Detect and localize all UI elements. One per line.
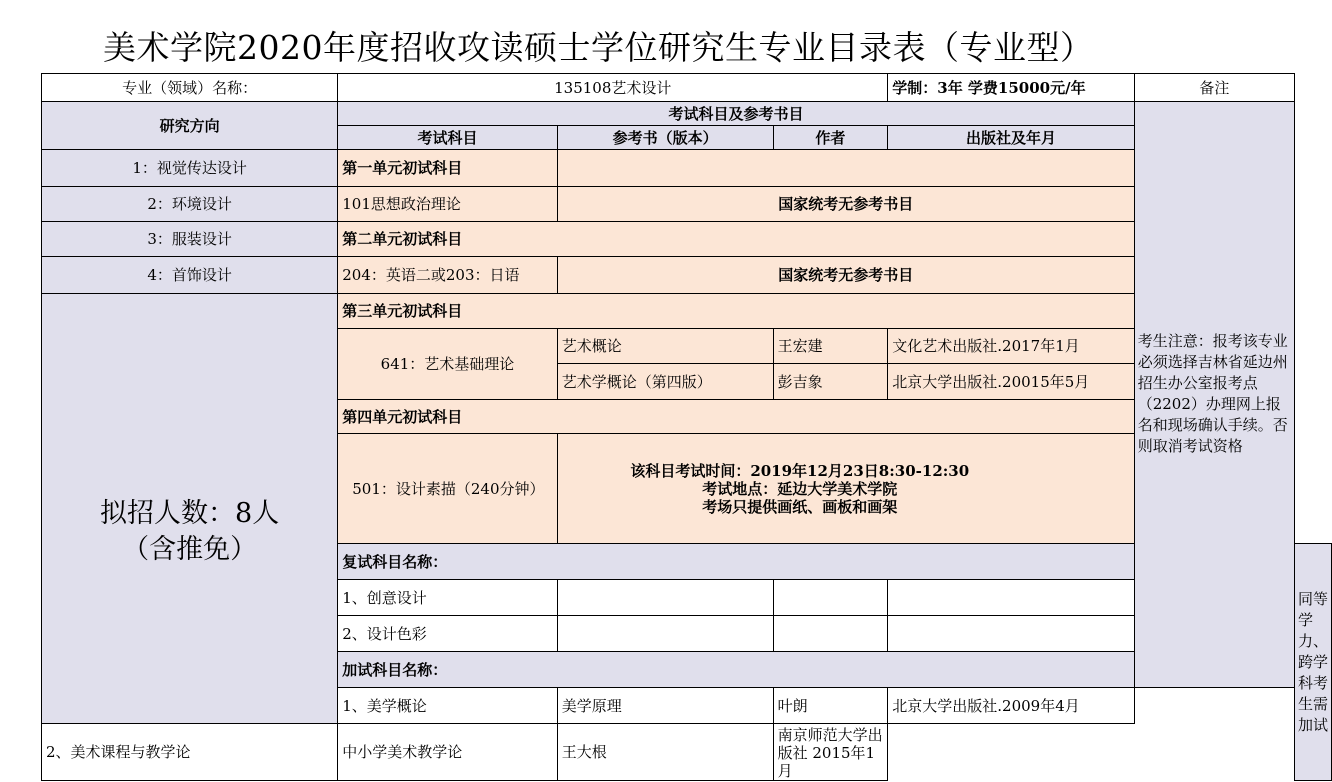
unit3-publisher-1: 文化艺术出版社.2017年1月	[888, 329, 1134, 364]
exam-ref-label: 考试科目及参考书目	[338, 102, 1134, 126]
unit3-book-1: 艺术概论	[557, 329, 773, 364]
col-subject: 考试科目	[338, 126, 558, 150]
unit1-title: 第一单元初试科目	[338, 150, 558, 187]
direction-label: 研究方向	[42, 102, 338, 150]
additional-publisher-2: 南京师范大学出版社 2015年1月	[773, 724, 888, 781]
retest-title: 复试科目名称：	[338, 544, 1134, 580]
unit3-publisher-2: 北京大学出版社.20015年5月	[888, 364, 1134, 400]
remarks-note-1: 考生注意：报考该专业必须选择吉林省延边州招生办公室报考点（2202）办理网上报名和现场确认手续。否则取消考试资格	[1134, 102, 1294, 688]
retest-blank-publisher-1	[888, 580, 1134, 616]
remarks-label: 备注	[1134, 74, 1294, 102]
unit3-author-1: 王宏建	[773, 329, 888, 364]
retest-blank-author-2	[773, 616, 888, 652]
unit1-blank	[557, 150, 1134, 187]
direction-1: 1：视觉传达设计	[42, 150, 338, 187]
unit4-title: 第四单元初试科目	[338, 400, 1134, 434]
unit1-note: 国家统考无参考书目	[557, 187, 1134, 222]
additional-subject-1: 1、美学概论	[338, 688, 558, 724]
unit2-subject: 204：英语二或203：日语	[338, 257, 558, 294]
additional-book-1: 美学原理	[557, 688, 773, 724]
unit3-title: 第三单元初试科目	[338, 294, 1134, 329]
page-title: 美术学院2020年度招收攻读硕士学位研究生专业目录表（专业型）	[103, 28, 1094, 67]
remarks-note-2: 同等学力、跨学科考生需加试	[1295, 544, 1332, 781]
catalog-table	[41, 73, 1332, 781]
unit1-subject: 101思想政治理论	[338, 187, 558, 222]
retest-blank-publisher-2	[888, 616, 1134, 652]
direction-3: 3：服装设计	[42, 222, 338, 257]
unit2-note: 国家统考无参考书目	[557, 257, 1134, 294]
retest-item-2: 2、设计色彩	[338, 616, 558, 652]
retest-item-1: 1、创意设计	[338, 580, 558, 616]
additional-author-1: 叶朗	[773, 688, 888, 724]
major-label: 专业（领域）名称：	[42, 74, 338, 102]
col-author: 作者	[773, 126, 888, 150]
unit3-book-2: 艺术学概论（第四版）	[557, 364, 773, 400]
col-book: 参考书（版本）	[557, 126, 773, 150]
unit4-info-time: 该科目考试时间：2019年12月23日8:30-12:30	[630, 461, 970, 480]
retest-blank-book-2	[557, 616, 773, 652]
retest-blank-author-1	[773, 580, 888, 616]
unit3-author-2: 彭吉象	[773, 364, 888, 400]
additional-publisher-1: 北京大学出版社.2009年4月	[888, 688, 1134, 724]
unit4-info-materials: 考场只提供画纸、画板和画架	[702, 497, 898, 516]
direction-2: 2：环境设计	[42, 187, 338, 222]
unit4-info-location: 考试地点：延边大学美术学院	[702, 479, 898, 498]
enrollment-count: 拟招人数：8人	[100, 498, 280, 529]
major-value: 135108艺术设计	[338, 74, 888, 102]
enrollment-cell	[42, 294, 338, 724]
additional-title: 加试科目名称：	[338, 652, 1134, 688]
col-publisher: 出版社及年月	[888, 126, 1134, 150]
unit3-subject: 641：艺术基础理论	[338, 329, 558, 400]
direction-4: 4：首饰设计	[42, 257, 338, 294]
unit2-title: 第二单元初试科目	[338, 222, 1134, 257]
additional-subject-2: 2、美术课程与教学论	[42, 724, 338, 781]
retest-blank-book-1	[557, 580, 773, 616]
additional-book-2: 中小学美术教学论	[338, 724, 558, 781]
unit4-subject: 501：设计素描（240分钟）	[338, 434, 558, 544]
duration-fee: 学制：3年 学费15000元/年	[888, 74, 1134, 102]
enrollment-note: （含推免）	[122, 534, 258, 565]
unit4-info	[557, 434, 1134, 544]
additional-author-2: 王大根	[557, 724, 773, 781]
